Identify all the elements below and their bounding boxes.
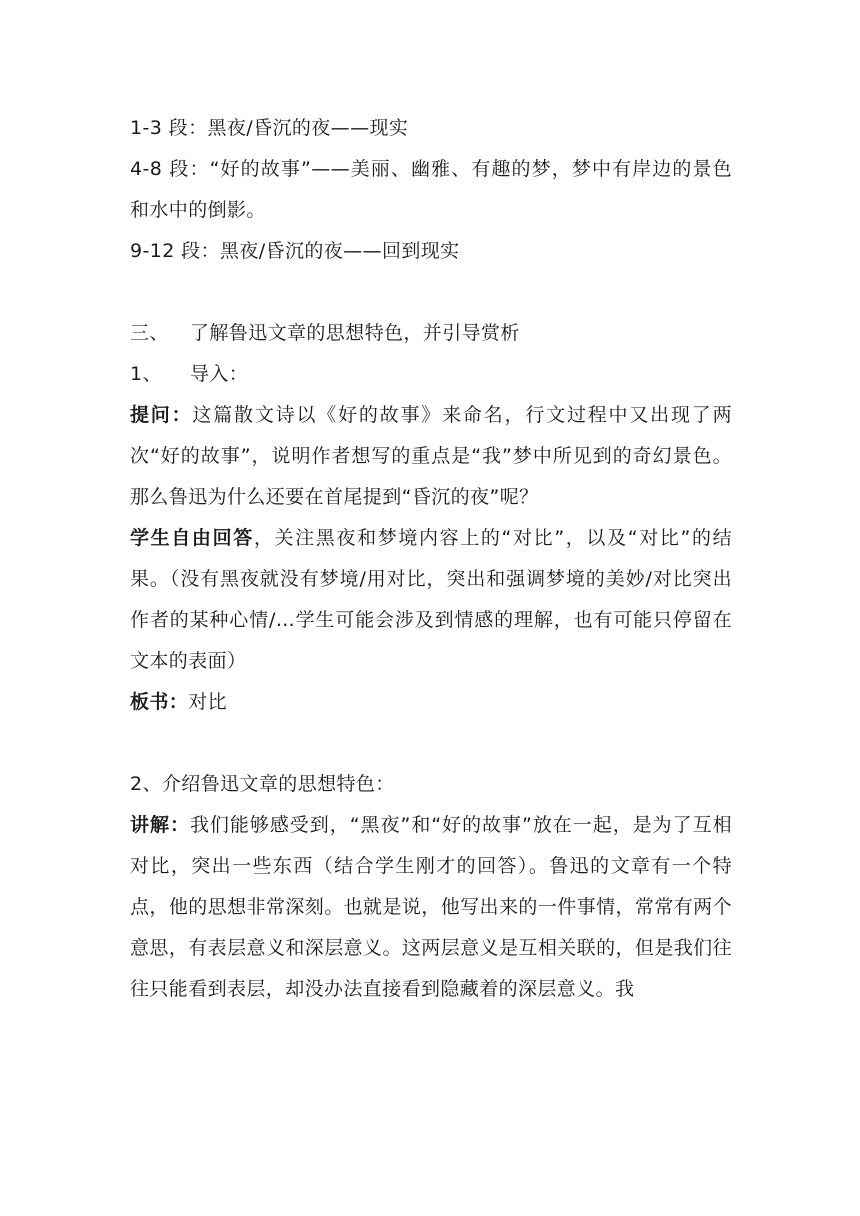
structure-line-2: 4-8 段：“好的故事”——美丽、幽雅、有趣的梦，梦中有岸边的景色和水中的倒影。	[130, 158, 732, 221]
document-body	[130, 108, 732, 1010]
item-1-number: 1、	[130, 363, 162, 385]
structure-line-3: 9-12 段：黑夜/昏沉的夜——回到现实	[130, 240, 460, 262]
blank-line	[130, 272, 732, 313]
board-label: 板书：	[130, 691, 189, 713]
answer-paragraph	[130, 518, 732, 682]
question-text: 这篇散文诗以《好的故事》来命名，行文过程中又出现了两次“好的故事”，说明作者想写的重点是“我”梦中所见到的奇幻景色。那么鲁迅为什么还要在首尾提到“昏沉的夜”呢？	[130, 404, 732, 508]
item-2-heading: 2、介绍鲁迅文章的思想特色：	[130, 773, 395, 795]
item-1-heading	[130, 354, 732, 395]
structure-line-1: 1-3 段：黑夜/昏沉的夜——现实	[130, 117, 409, 139]
board-paragraph	[130, 682, 732, 723]
lecture-paragraph	[130, 805, 732, 1010]
answer-label: 学生自由回答	[130, 527, 254, 549]
lecture-text: 我们能够感受到，“黑夜”和“好的故事”放在一起，是为了互相对比，突出一些东西（结合学生刚才的回答）。鲁迅的文章有一个特点，他的思想非常深刻。也就是说，他写出来的一件事情，常常有两个意思，有表层意义和深层意义。这两层意义是互相关联的，但是我们往往只能看到表层，却没办法直接看到隐藏着的深层意义。我	[130, 814, 733, 1000]
lecture-label: 讲解：	[130, 814, 190, 836]
section-3-number: 三、	[130, 322, 169, 344]
section-3-title: 了解鲁迅文章的思想特色，并引导赏析	[190, 322, 520, 344]
item-1-title: 导入：	[190, 363, 249, 385]
board-text: 对比	[188, 691, 228, 713]
question-label: 提问：	[130, 404, 193, 426]
question-paragraph	[130, 395, 732, 518]
answer-text: ，关注黑夜和梦境内容上的“对比”，以及“对比”的结果。（没有黑夜就没有梦境/用对比，突出和强调梦境的美妙/对比突出作者的某种心情/…学生可能会涉及到情感的理解，也有可能只停留在文本的表面）	[130, 527, 733, 672]
blank-line	[130, 723, 732, 764]
section-3-heading	[130, 313, 732, 354]
